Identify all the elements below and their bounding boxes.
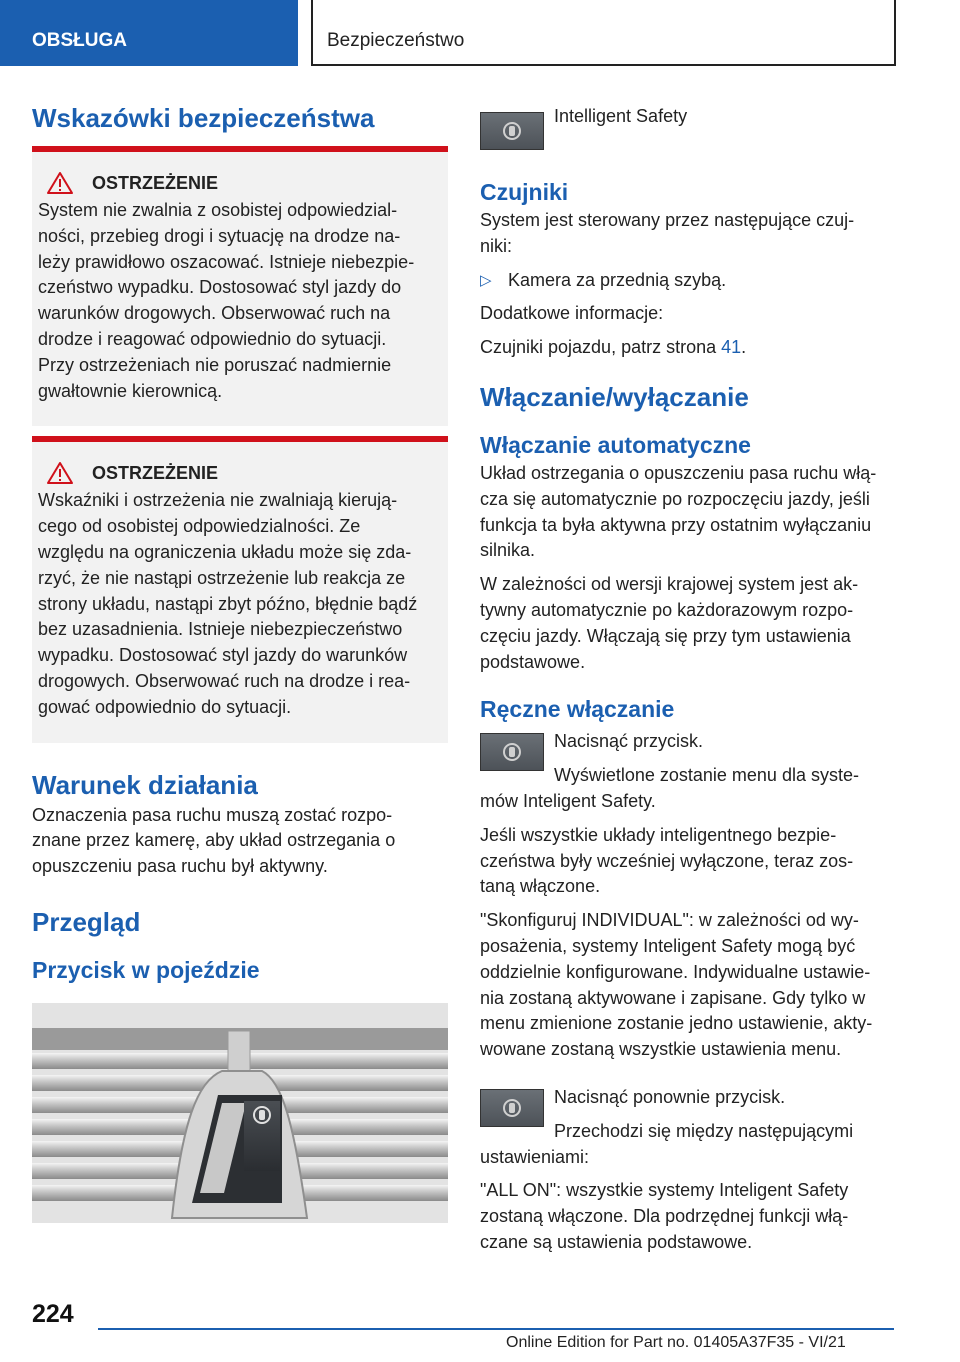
- vehicle-button-photo: [32, 1003, 448, 1223]
- individual-text: "Skonfiguruj INDIVIDUAL": w zależności od wy- posażenia, systemy Inteligent Safety mogą być oddzielnie konfigurowane. Indywidualne ustawie- nia zostaną aktywowane i zapisane. Gdy tylko w menu zmienione zostanie jedno ustawienie, akty- wowane zostaną wszystkie ustawienia menu.: [480, 910, 873, 1060]
- manual-on-title: Ręczne włączanie: [480, 696, 675, 723]
- warning-triangle-icon: [46, 461, 74, 485]
- page-number: 224: [32, 1300, 74, 1328]
- condition-text: Oznaczenia pasa ruchu muszą zostać rozpo- znane przez kamerę, aby układ ostrzegania o opuszczeniu pasa ruchu był aktywny.: [32, 804, 396, 877]
- sensors-title: Czujniki: [480, 179, 569, 205]
- auto-on-title: Włączanie automatyczne: [480, 431, 751, 458]
- section-tab: OBSŁUGA: [0, 0, 298, 66]
- auto-text-2: W zależności od wersji krajowej system jest ak- tywny automatycznie po każdorazowym rozpo- częciu jazdy. Włączają się przy tym ustawienia podstawowe.: [480, 574, 859, 672]
- intelligent-safety-row: [480, 104, 900, 150]
- warning-triangle-icon: [46, 171, 74, 195]
- switch-text-cont: ustawieniami:: [480, 1146, 590, 1167]
- sensors-bullet: ▷ Kamera za przednią szybą.: [480, 268, 900, 294]
- all-on-text: "ALL ON": wszystkie systemy Inteligent Safety zostaną włączone. Dla podrzędnej funkcji włą- czane są ustawienia podstawowe.: [480, 1180, 849, 1252]
- condition-title: Warunek działania: [32, 769, 258, 800]
- warning-text-1: System nie zwalnia z osobistej odpowiedzial- ności, przebieg drogi i sytuację na drodze na- leży prawidłowo oszacować. Istnieje niebezpie- czeństwo wypadku. Dostosować styl jazdy do warunków drogowych. Obserwować ruch na drodze i reagować odpowiednio do sytuacji. Przy ostrzeżeniach nie poruszać nadmiernie gwałtownie kierownicą.: [38, 200, 415, 401]
- overview-title: Przegląd: [32, 906, 141, 937]
- intelligent-safety-button-icon: [480, 112, 544, 150]
- warning-box-2: [32, 436, 448, 742]
- intelligent-safety-label: Intelligent Safety: [554, 106, 688, 126]
- press-again-text: Nacisnąć ponownie przycisk. Przechodzi się między następującymi: [554, 1086, 854, 1141]
- footer-divider: [98, 1328, 894, 1330]
- auto-text-1: Układ ostrzegania o opuszczeniu pasa ruchu włą- cza się automatycznie po rozpoczęciu jazdy, jeśli funkcja ta była aktywna przy ostatnim wyłączaniu silnika.: [480, 462, 877, 561]
- bullet-triangle-icon: ▷: [480, 271, 492, 289]
- warning-label: OSTRZEŻENIE: [92, 173, 219, 193]
- warning-text-2: Wskaźniki i ostrzeżenia nie zwalniają kierują- cego od osobistej odpowiedzialności. Ze względu na ograniczenia układu może się zda- rzyć, że nie nastąpi ostrzeżenie lub reakcja ze strony układu, nastąpi zbyt późno, błędnie bądź bez uzasadnienia. Istnieje niebezpieczeństwo wypadku. Dostosować styl jazdy do warunków drogowych. Obserwować ruch na drodze i rea- gować odpowiednio do sytuacji.: [38, 490, 418, 717]
- left-column: [32, 100, 448, 986]
- warning-box-1: [32, 146, 448, 426]
- footer-edition: Online Edition for Part no. 01405A37F35 - VI/21: [506, 1334, 846, 1351]
- manual-press-row: [480, 729, 900, 789]
- right-column: [480, 100, 900, 1256]
- intelligent-safety-button-icon: [480, 1089, 544, 1127]
- press-again-row: [480, 1085, 900, 1145]
- intelligent-safety-button-icon: [480, 733, 544, 771]
- sensors-reference: Czujniki pojazdu, patrz strona 41.: [480, 337, 747, 358]
- press-button-text: Nacisnąć przycisk. Wyświetlone zostanie menu dla syste-: [554, 731, 859, 786]
- warning-heading: [38, 460, 438, 486]
- additional-info: Dodatkowe informacje:: [480, 303, 664, 324]
- safety-notes-title: Wskazówki bezpieczeństwa: [32, 103, 375, 133]
- grille-illustration: [32, 1003, 448, 1223]
- page-link[interactable]: 41: [721, 337, 742, 358]
- onoff-title: Włączanie/wyłączanie: [480, 381, 749, 412]
- warning-label: OSTRZEŻENIE: [92, 463, 219, 484]
- chapter-tab: Bezpieczeństwo: [311, 0, 896, 66]
- all-off-text: Jeśli wszystkie układy inteligentnego bezpie- czeństwa były wcześniej wyłączone, teraz zos- taną włączone.: [480, 824, 854, 897]
- menu-text-cont: mów Inteligent Safety.: [480, 790, 656, 811]
- warning-heading: [38, 170, 438, 196]
- button-in-vehicle-title: Przycisk w pojeździe: [32, 956, 260, 983]
- sensors-text: System jest sterowany przez następujące czuj- niki:: [480, 210, 855, 256]
